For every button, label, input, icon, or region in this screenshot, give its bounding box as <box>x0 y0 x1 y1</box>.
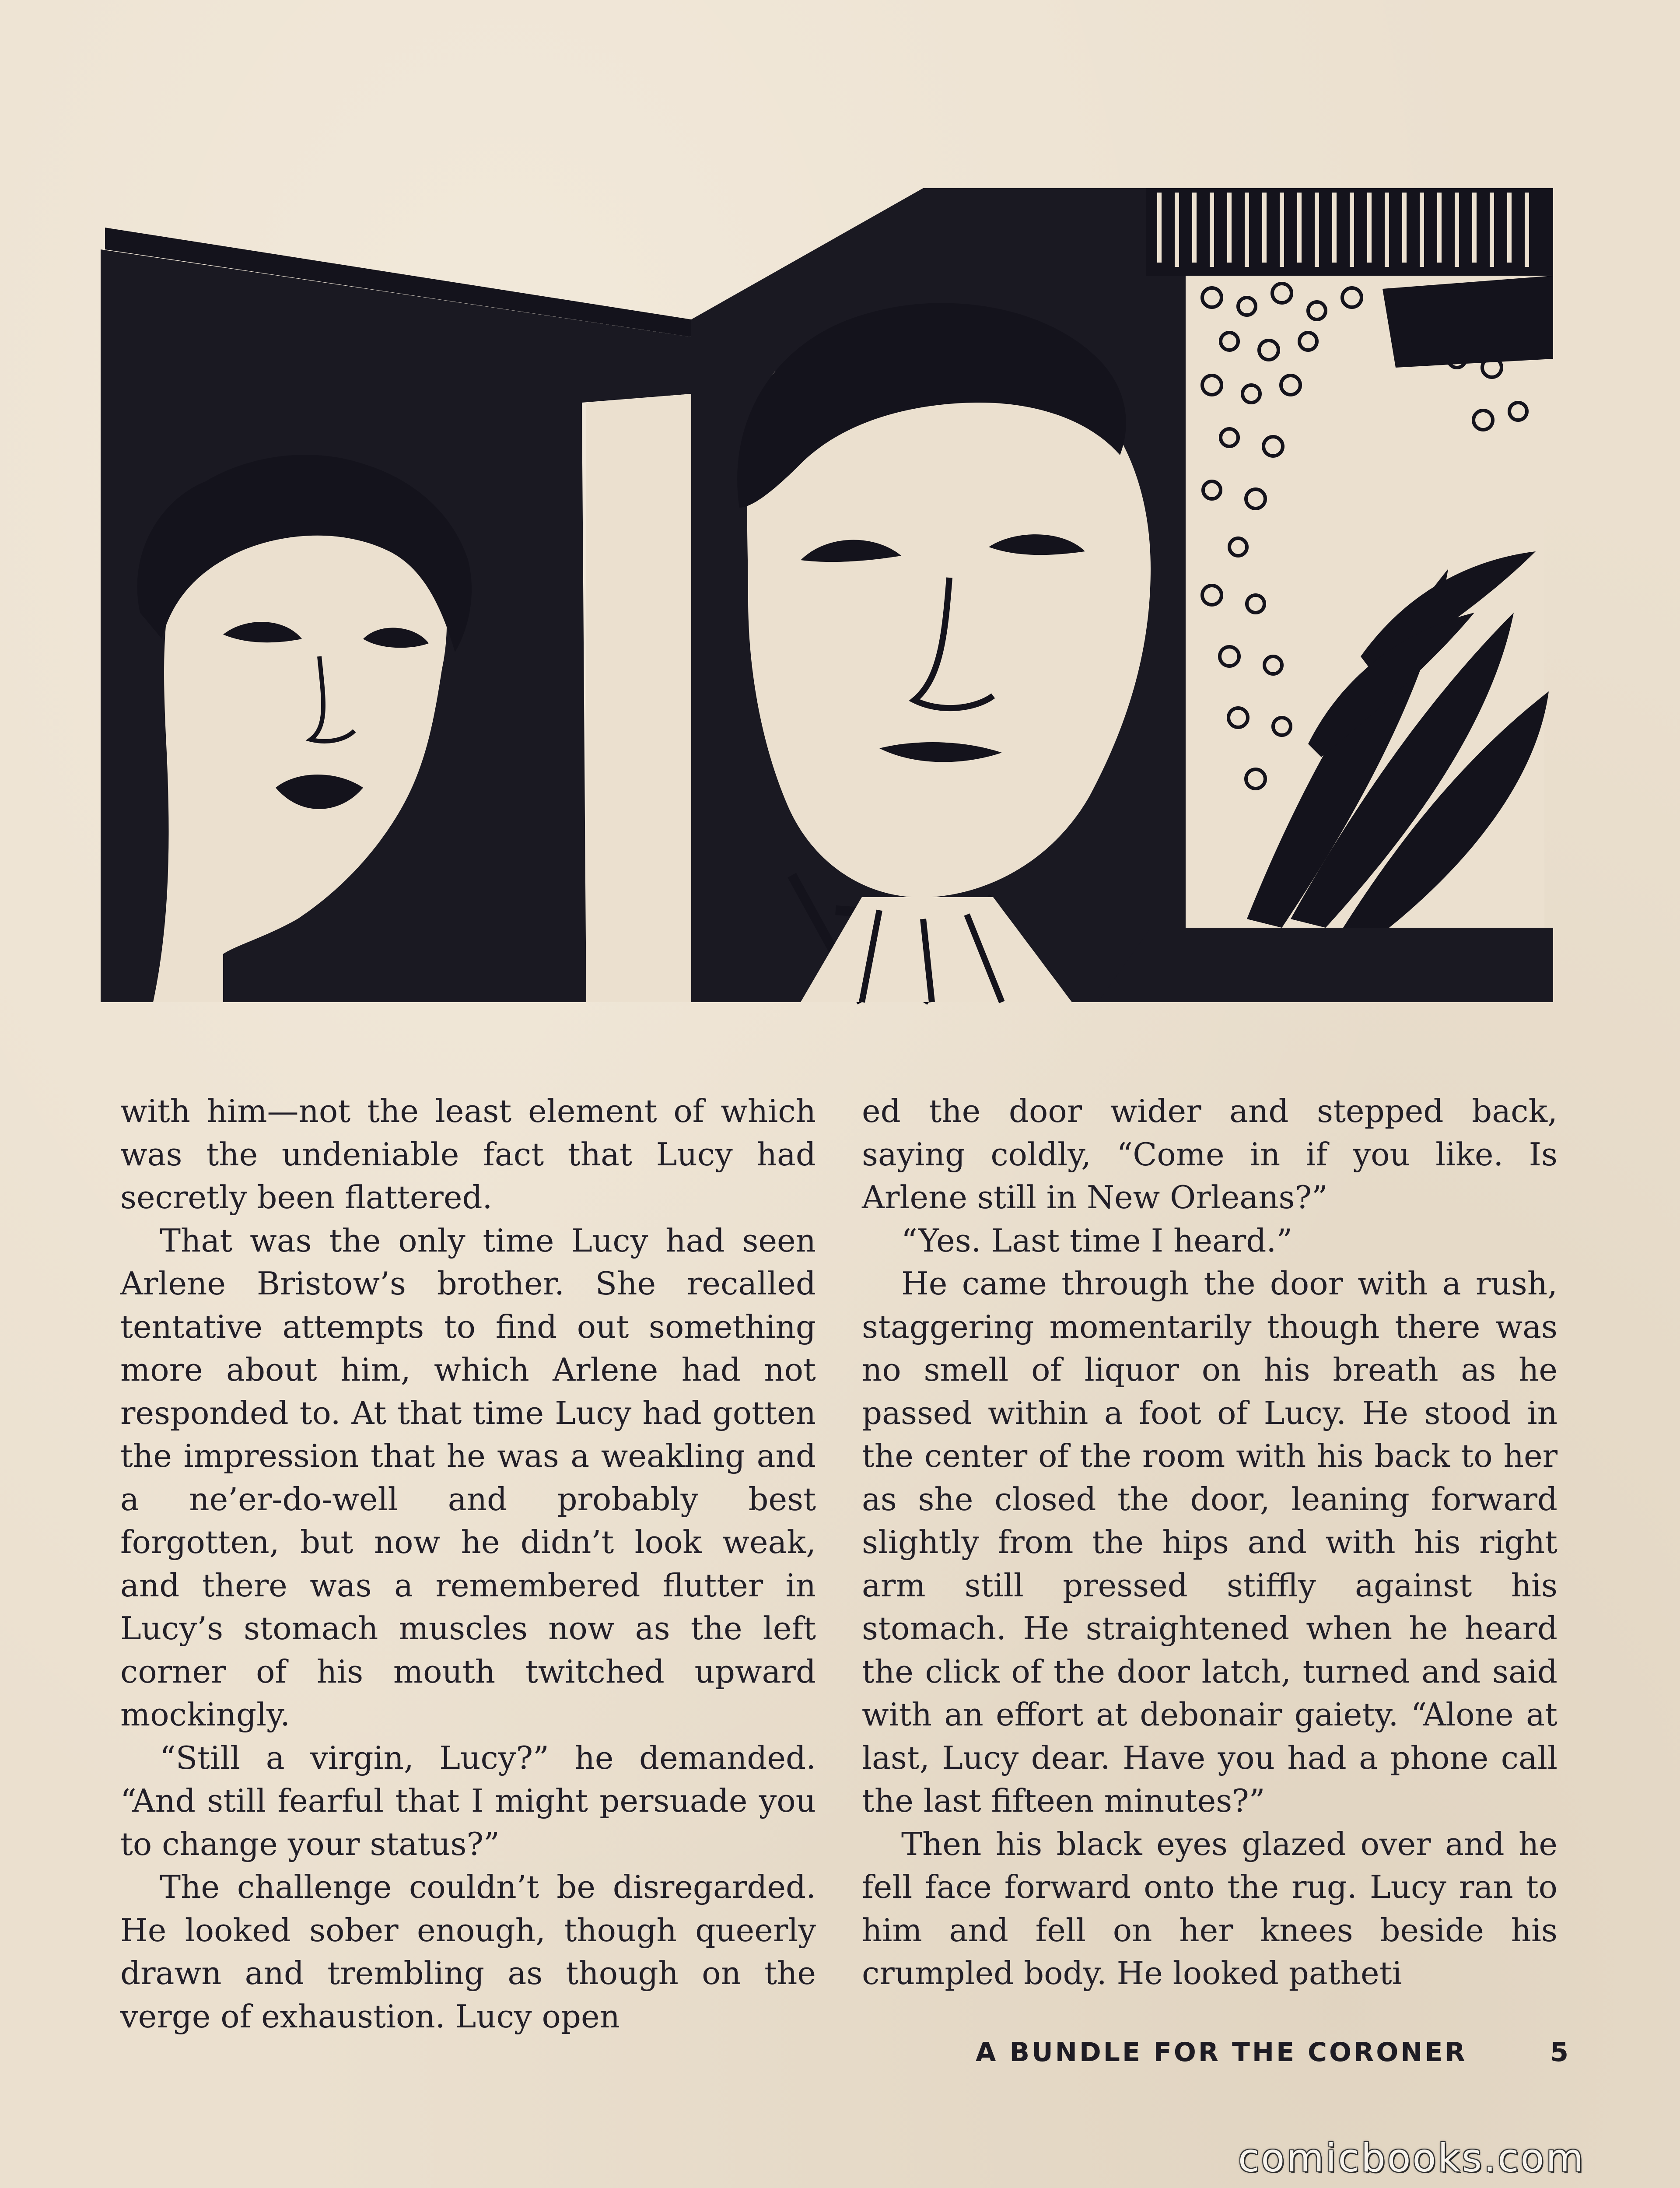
story-title: A BUNDLE FOR THE CORONER <box>976 2037 1467 2068</box>
story-column-left <box>120 1090 816 2038</box>
story-column-right <box>862 1090 1558 1995</box>
site-watermark: comicbooks.com <box>1238 2135 1586 2181</box>
paragraph: “Yes. Last time I heard.” <box>901 1222 1293 1259</box>
paragraph: “Still a virgin, Lucy?” he demanded. “And still fearful that I might persuade you to change your status?” <box>120 1739 816 1862</box>
paragraph: with him—not the least element of which was the undeniable fact that Lucy had secretly been flattered. <box>120 1093 816 1216</box>
lower-right-shadow <box>1098 928 1553 1002</box>
paragraph: The challenge couldn’t be disregarded. He looked sober enough, though queerly drawn and trembling as though on the verge of exhaustion. Lucy open <box>120 1869 816 2035</box>
paragraph: That was the only time Lucy had seen Arlene Bristow’s brother. She recalled tentative attempts to find out something more about him, which Arlene had not responded to. At that time Lucy had gotten the impression that he was a weakling and a ne’er-do-well and probably best forgotten, but now he didn’t look weak, and there was a remembered flutter in Lucy’s stomach muscles now as the left corner of his mouth twitched upward mockingly. <box>120 1222 816 1733</box>
paragraph: He came through the door with a rush, staggering momentarily though there was no smell of liquor on his breath as he passed within a foot of Lucy. He stood in the center of the room with his back to her as she closed the door, leaning forward slightly from the hips and with his right arm still pressed stiffly against his stomach. He straightened when he heard the click of the door latch, turned and said with an effort at debonair gaiety. “Alone at last, Lucy dear. Have you had a phone call the last fifteen minutes?” <box>862 1265 1558 1819</box>
doorway-light <box>586 394 691 1002</box>
wall-corner <box>1382 276 1553 368</box>
page-number: 5 <box>1550 2037 1571 2068</box>
story-illustration <box>92 175 1562 1015</box>
paragraph: ed the door wider and stepped back, saying coldly, “Come in if you like. Is Arlene still in New Orleans?” <box>862 1093 1558 1216</box>
paragraph: Then his black eyes glazed over and he fell face forward onto the rug. Lucy ran to him and fell on her knees beside his crumpled body. He looked patheti <box>862 1825 1558 1992</box>
page-footer <box>976 2037 1571 2068</box>
